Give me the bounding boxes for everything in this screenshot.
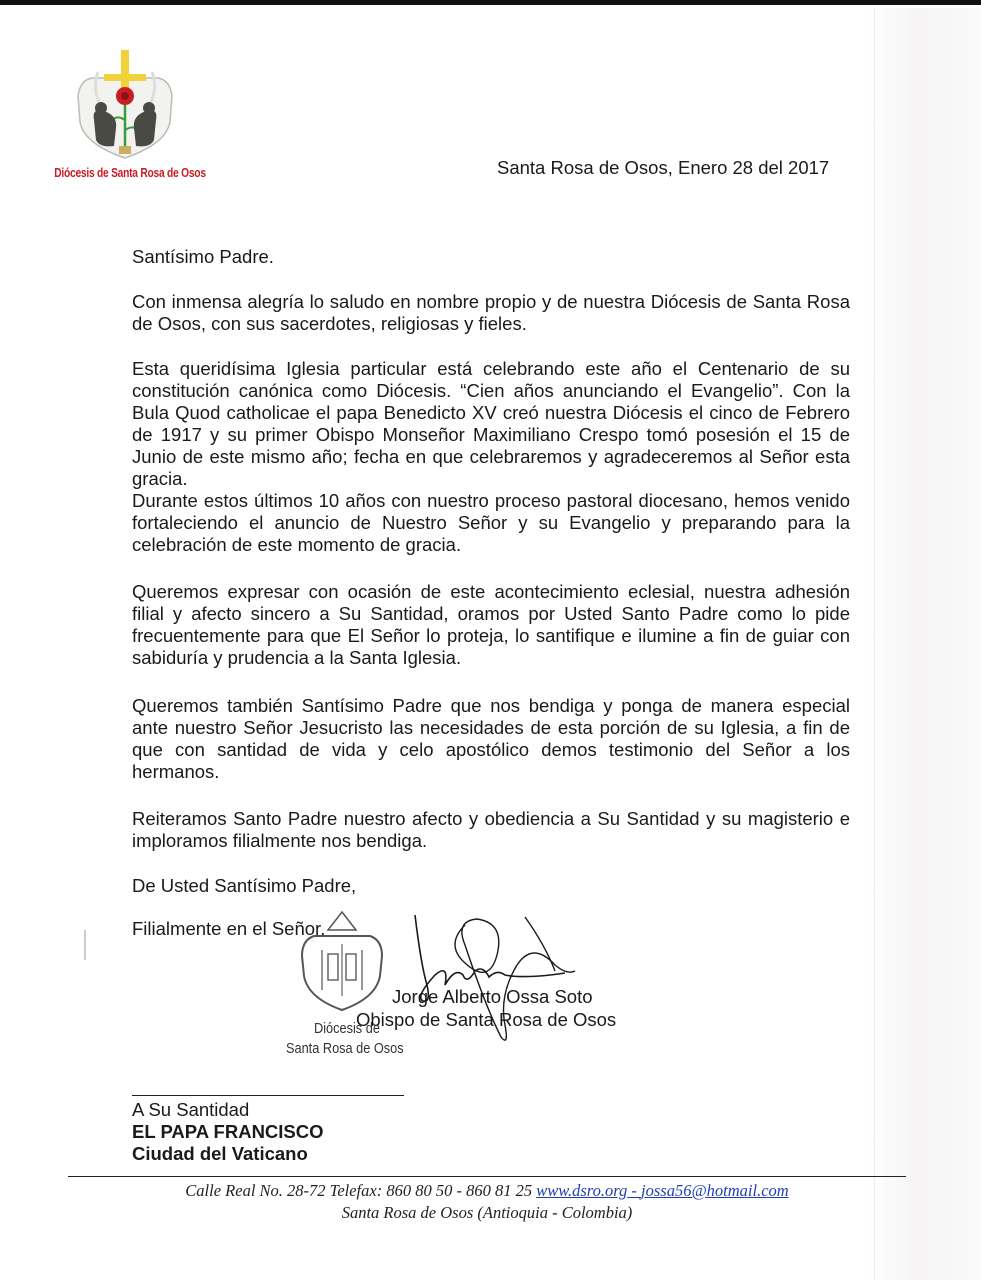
paragraph-text: Queremos también Santísimo Padre que nos bendiga y ponga de manera especial ante nuestro Señor Jesucristo las necesidades de esta porción de su Iglesia, a fin de que con santidad de vida y celo apostólico demos testimonio del Señor a los hermanos. xyxy=(132,695,850,782)
seal-caption: Santa Rosa de Osos xyxy=(286,1040,404,1057)
paragraph-text: Queremos expresar con ocasión de este acontecimiento eclesial, nuestra adhesión filial y afecto sincero a Su Santidad, oramos por Usted Santo Padre como lo pide frecuentemente para que El Señor lo proteja, lo santifique e ilumine a fin de guiar con sabiduría y prudencia a la Santa Iglesia. xyxy=(132,581,850,668)
paragraph xyxy=(132,358,850,556)
signer-name: Jorge Alberto Ossa Soto xyxy=(392,986,593,1007)
episcopal-seal-icon xyxy=(296,910,388,1014)
recipient-line: A Su Santidad xyxy=(132,1099,250,1120)
recipient-name: EL PAPA FRANCISCO xyxy=(132,1121,324,1142)
website-link[interactable]: www.dsro.org xyxy=(536,1181,628,1200)
paragraph-text: Esta queridísima Iglesia particular está celebrando este año el Centenario de su constitución canónica como Diócesis. “Cien años anunciando el Evangelio”. Con la Bula Quod catholicae el papa Benedicto XV creó nuestra Diócesis el cinco de Febrero de 1917 y su primer Obispo Monseñor Maximiliano Crespo tomó posesión el 15 de Junio de este mismo año; fecha en que celebraremos y agradeceremos al Señor esta gracia. xyxy=(132,358,850,489)
diocese-name: Diócesis de Santa Rosa de Osos xyxy=(54,166,206,180)
footer-divider xyxy=(68,1176,906,1177)
footer-city: Santa Rosa de Osos (Antioquia - Colombia) xyxy=(341,1203,633,1222)
diocese-coat-of-arms-icon xyxy=(70,48,180,166)
paragraph-text: Durante estos últimos 10 años con nuestro proceso pastoral diocesano, hemos venido fortaleciendo el anuncio de Nuestro Señor y su Evangelio y preparando para la celebración de este momento de gracia. xyxy=(132,490,850,555)
paragraph xyxy=(132,808,850,852)
paragraph-text: Con inmensa alegría lo saludo en nombre propio y de nuestra Diócesis de Santa Rosa de Osos, con sus sacerdotes, religiosas y fieles. xyxy=(132,291,850,334)
closing-text: Filialmente en el Señor. xyxy=(132,918,326,939)
footer-contact xyxy=(68,1181,906,1201)
closing-text: De Usted Santísimo Padre, xyxy=(132,875,357,896)
top-border xyxy=(0,0,981,5)
recipient-place: Ciudad del Vaticano xyxy=(132,1143,308,1164)
salutation-text: Santísimo Padre. xyxy=(132,246,274,267)
signer-title: Obispo de Santa Rosa de Osos xyxy=(356,1009,617,1030)
salutation xyxy=(132,246,850,268)
scan-mark xyxy=(84,930,86,960)
closing xyxy=(132,875,850,897)
scan-edge-shadow xyxy=(868,8,981,1280)
paragraph-text: Reiteramos Santo Padre nuestro afecto y obediencia a Su Santidad y su magisterio e imploramos filialmente nos bendiga. xyxy=(132,808,850,851)
footer-separator: - xyxy=(627,1181,642,1200)
paragraph xyxy=(132,581,850,669)
paragraph xyxy=(132,695,850,783)
letter-date: Santa Rosa de Osos, Enero 28 del 2017 xyxy=(497,157,830,178)
paragraph xyxy=(132,291,850,335)
seal-caption: Diócesis de xyxy=(314,1020,380,1037)
footer-address: Calle Real No. 28-72 Telefax: 860 80 50 - 860 81 25 xyxy=(185,1181,533,1200)
recipient-divider xyxy=(132,1095,404,1096)
email-link[interactable]: jossa56@hotmail.com xyxy=(641,1181,789,1200)
